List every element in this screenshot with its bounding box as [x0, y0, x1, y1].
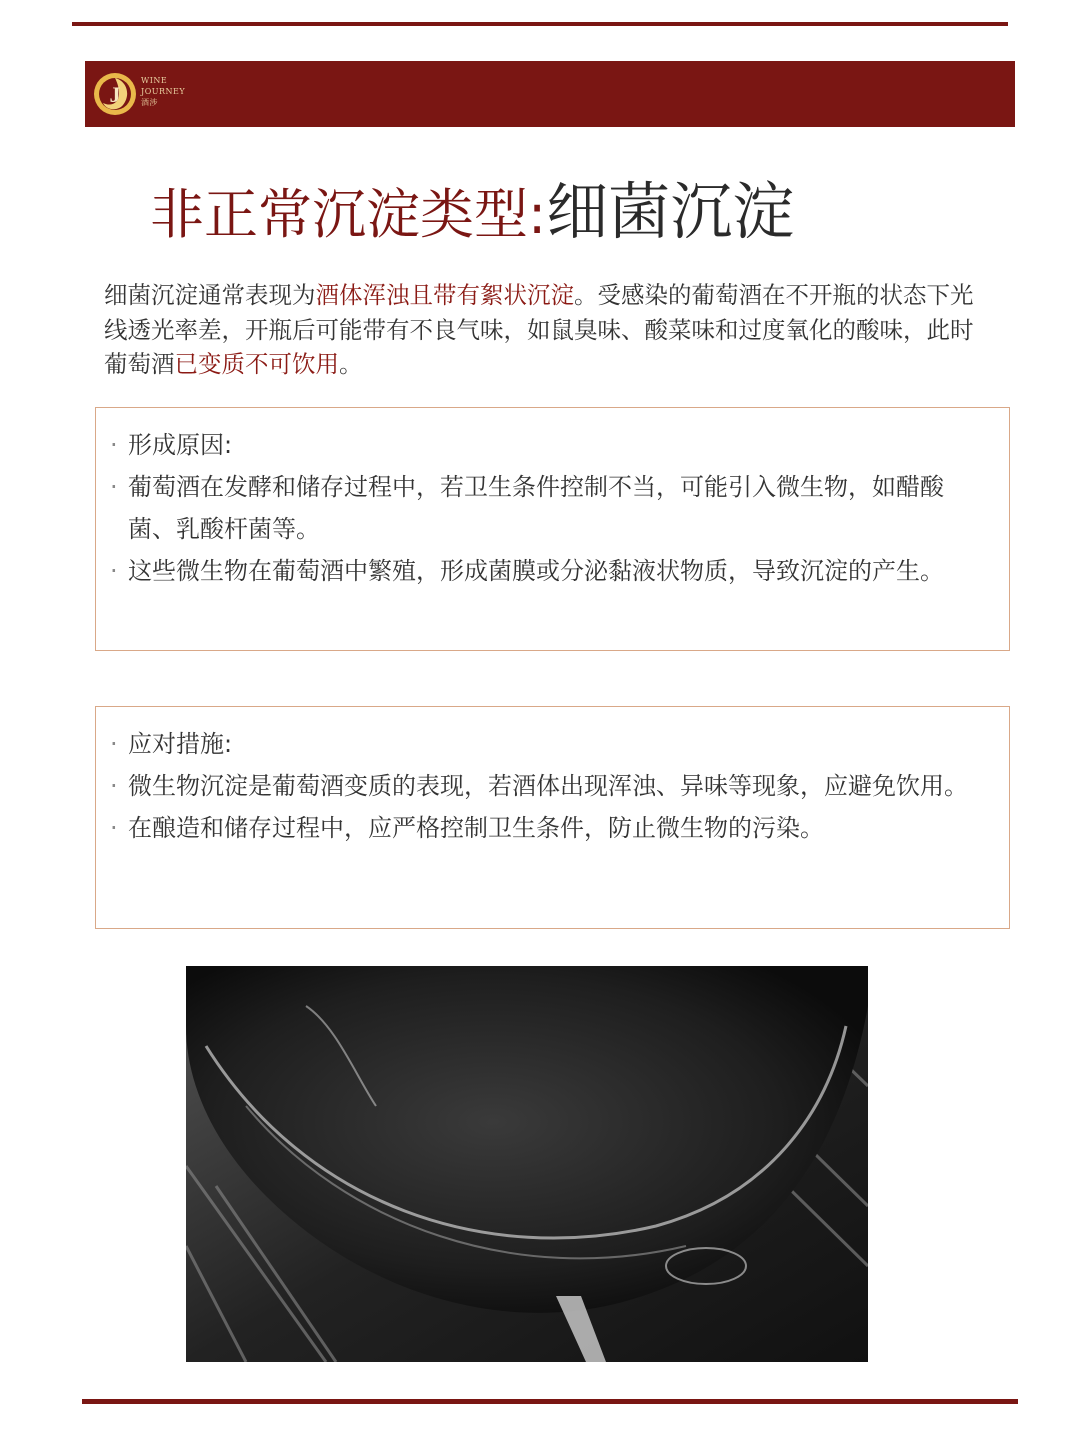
brand-name-cn: 酒涉	[141, 98, 158, 107]
list-item: · 在酿造和储存过程中，应严格控制卫生条件，防止微生物的污染。	[110, 807, 987, 849]
measures-heading: · 应对措施:	[110, 723, 987, 765]
header-banner	[85, 61, 1015, 127]
wine-glass-photo	[186, 966, 868, 1362]
causes-heading: · 形成原因:	[110, 424, 987, 466]
measures-box	[95, 706, 1010, 929]
svg-text:J: J	[109, 82, 121, 107]
intro-highlight-1: 酒体浑浊且带有絮状沉淀	[315, 281, 574, 309]
bullet-dot: ·	[110, 814, 118, 842]
list-item: · 葡萄酒在发酵和储存过程中，若卫生条件控制不当，可能引入微生物，如醋酸菌、乳酸杆菌等。	[110, 466, 987, 550]
bullet-dot: ·	[110, 473, 118, 501]
title-main: 细菌沉淀	[546, 175, 795, 248]
brand-name-line1: WINE	[141, 76, 168, 85]
list-item: · 微生物沉淀是葡萄酒变质的表现，若酒体出现浑浊、异味等现象，应避免饮用。	[110, 765, 987, 807]
bullet-dot: ·	[110, 772, 118, 800]
brand-name-line2: JOURNEY	[141, 87, 186, 96]
intro-text-3: 。	[339, 350, 363, 378]
bottom-rule	[82, 1399, 1018, 1404]
intro-text-2: 。受感染的葡萄酒在不开瓶的状态下光线透光率差，开瓶后可能带有不良气味，如鼠臭味、酸菜味和过度氧化的酸味，此时葡萄酒	[104, 281, 974, 378]
top-rule	[72, 22, 1008, 26]
intro-highlight-2: 已变质不可饮用	[174, 350, 339, 378]
bullet-dot: ·	[110, 431, 118, 459]
bullet-dot: ·	[110, 730, 118, 758]
bullet-dot: ·	[110, 557, 118, 585]
title-prefix: 非正常沉淀类型:	[150, 183, 547, 246]
page-title	[150, 172, 794, 255]
intro-paragraph	[104, 278, 994, 382]
intro-text-1: 细菌沉淀通常表现为	[104, 281, 316, 309]
logo-text	[141, 75, 185, 108]
causes-box	[95, 407, 1010, 651]
list-item: · 这些微生物在葡萄酒中繁殖，形成菌膜或分泌黏液状物质，导致沉淀的产生。	[110, 550, 987, 592]
